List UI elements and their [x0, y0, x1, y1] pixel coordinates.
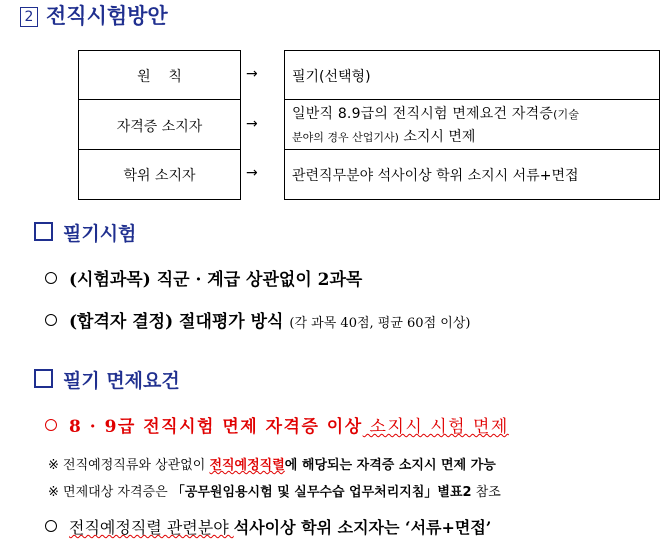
page-title — [20, 0, 168, 30]
row-2-right-main-2: 소지시 면제 — [398, 129, 476, 145]
table-right-divider-1 — [284, 99, 660, 100]
section-heading-written-exam — [34, 219, 136, 246]
arrow-icon: → — [246, 66, 258, 82]
list-item — [45, 265, 362, 290]
table-row-3-left: 학위 소지자 — [123, 168, 196, 184]
circle-bullet-icon — [45, 314, 57, 326]
note-1-b: 전직예정직렬 — [209, 458, 285, 473]
table-row-3-right: 관련직무분야 석사이상 학위 소지시 서류+면접 — [292, 168, 579, 184]
table-left-divider-2 — [78, 149, 241, 150]
list-item — [45, 515, 491, 538]
note-1-c: 에 해당되는 자격증 소지시 면제 가능 — [284, 458, 496, 473]
row-2-right-small-2: 분야의 경우 산업기사) — [292, 131, 399, 144]
table-left-divider-1 — [78, 99, 241, 100]
table-right-divider-2 — [284, 149, 660, 150]
note-line — [48, 481, 501, 500]
table-row-1-right: 필기(선택형) — [292, 69, 371, 85]
section2-item-main: 8 · 9급 전직시험 면제 자격증 이상 — [69, 417, 363, 437]
section2-item-tail: 소지시 시험 면제 — [362, 417, 509, 437]
section1-heading-text: 필기시험 — [63, 223, 137, 245]
section2-heading-text: 필기 면제요건 — [63, 370, 180, 392]
list-item — [45, 307, 470, 332]
circle-bullet-icon — [45, 520, 57, 532]
circle-bullet-icon — [45, 419, 57, 431]
note-2-b: 「공무원임용시험 및 실무수습 업무처리지침」별표2 — [171, 485, 472, 500]
page-title-text: 전직시험방안 — [46, 4, 168, 28]
table-row-2-left: 자격증 소지자 — [116, 119, 203, 135]
circle-bullet-icon — [45, 272, 57, 284]
section1-item-1-text: (시험과목) 직군 · 계급 상관없이 2과목 — [69, 270, 363, 290]
checkbox-square-icon — [34, 222, 53, 241]
table-row-2-right-line2 — [292, 126, 475, 146]
row-2-right-small: (기술 — [553, 108, 580, 121]
table-row-1-left: 원 칙 — [137, 69, 182, 85]
section1-item-2-text: (합격자 결정) 절대평가 방식 — [69, 312, 284, 332]
row-2-right-main: 일반직 8.9급의 전직시험 면제요건 자격증 — [292, 106, 554, 122]
note-2-a: ※ 면제대상 자격증은 — [48, 485, 172, 500]
note-1-a: ※ 전직예정직류와 상관없이 — [48, 458, 210, 473]
arrow-icon: → — [246, 165, 258, 181]
section-number-box: 2 — [20, 7, 38, 27]
list-item — [45, 412, 509, 437]
section-heading-exemption — [34, 366, 180, 393]
arrow-icon: → — [246, 116, 258, 132]
last-item-b: 석사이상 학위 소지자는 ‘서류+면접’ — [233, 518, 492, 537]
checkbox-square-icon — [34, 369, 53, 388]
last-item-a: 전직예정직렬 관련분야 — [69, 518, 234, 537]
note-2-c: 참조 — [471, 485, 501, 500]
section1-item-2-note: (각 과목 40점, 평균 60점 이상) — [289, 316, 471, 331]
table-row-2-right-line1 — [292, 103, 579, 123]
note-line — [48, 454, 496, 473]
